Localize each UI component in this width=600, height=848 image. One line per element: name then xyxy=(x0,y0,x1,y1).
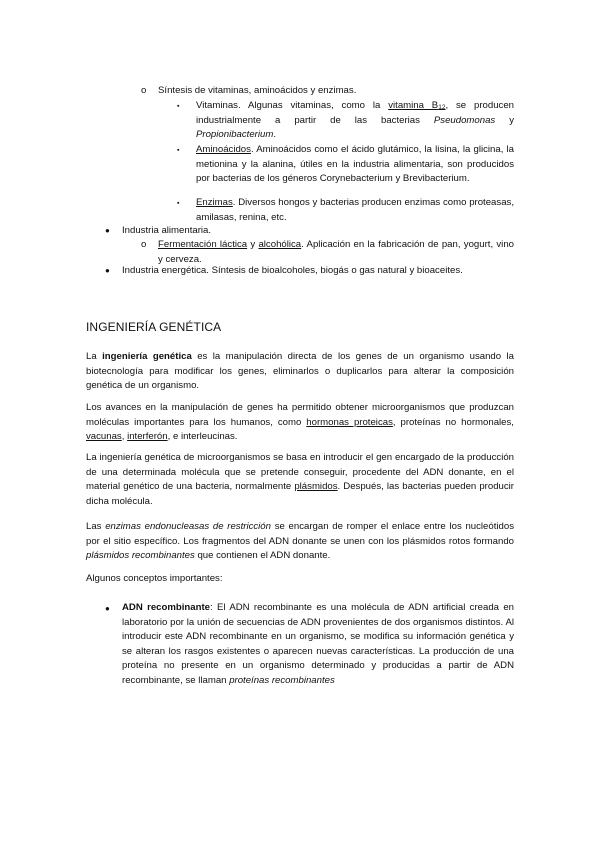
link-vacunas[interactable]: vacunas xyxy=(86,431,122,443)
text: Algunos conceptos importantes: xyxy=(86,573,223,584)
text: . Algunas vitaminas, como la xyxy=(237,100,389,111)
paragraph xyxy=(86,451,514,509)
list-bullet-dot: ● xyxy=(105,226,110,235)
italic-term: enzimas endonucleasas de restricción xyxy=(105,521,271,532)
italic-term: proteínas recombinantes xyxy=(229,674,335,686)
list-bullet-square: ▪ xyxy=(177,103,180,110)
paragraph xyxy=(86,572,514,587)
text: . Aminoácidos como el ácido glutámico, la lisina, la glicina, la metionina y la alanina, útiles en la industria alimentaria, son producidos por bacterias de los géneros Corynebacterium y Brevibacterium. xyxy=(196,144,514,185)
species-name: Pseudomonas xyxy=(433,114,496,126)
list-item-text: Síntesis de vitaminas, aminoácidos y enzimas. xyxy=(158,85,357,96)
concept-item-adn-recombinante xyxy=(122,601,514,689)
list-item xyxy=(122,264,522,279)
list-item xyxy=(122,224,502,239)
link-vitamina[interactable] xyxy=(388,100,445,111)
paragraph xyxy=(86,350,514,394)
list-bullet-dot: ● xyxy=(105,604,110,613)
text: La ingeniería genética de microorganismos se basa en introducir el gen encargado de la producción de una determinada molécula que se pretende conseguir, procedente del ADN donante, en el material genético de una bacteria, normalmente xyxy=(86,452,514,493)
subscript: 12 xyxy=(438,104,446,111)
text: es la manipulación directa de los genes de un organismo usando la biotecnología para modificar los genes, eliminarlos o duplicarlos para alterar la composición genética de un organismo. xyxy=(86,351,514,392)
text: . Diversos hongos y bacterias producen enzimas como proteasas, amilasas, renina, etc. xyxy=(196,197,514,223)
text: se encargan de romper el enlace entre los nucleótidos por el sitio específico. Los fragmentos del ADN donante se unen con los plásmidos rotos formando xyxy=(86,521,514,547)
text: que contienen el ADN donante. xyxy=(194,550,331,562)
text: . Después, las bacterias pueden producir dicha molécula. xyxy=(86,481,515,507)
text: y xyxy=(495,114,514,126)
italic-term: plásmidos recombinantes xyxy=(86,550,195,562)
text: , proteínas no hormonales, xyxy=(392,416,514,428)
link-hormonas-proteicas[interactable]: hormonas proteicas xyxy=(306,416,393,428)
bold-term: ADN recombinante xyxy=(122,602,211,613)
link-enzimas[interactable]: Enzimas xyxy=(196,197,233,208)
link-plasmidos[interactable]: plásmidos xyxy=(294,481,338,493)
list-bullet-square: ▪ xyxy=(177,200,180,207)
link-fermentacion-lactica[interactable]: Fermentación láctica xyxy=(158,239,248,250)
term: Vitaminas xyxy=(196,100,238,111)
link-interferon[interactable]: interferón xyxy=(127,431,168,443)
text: : El ADN recombinante es una molécula de ADN artificial creada en laboratorio por la unión de secuencias de ADN provenientes de dos organismos distintos. Al introducir este ADN recombinante en un organismo, se modifica su información genética y se alteran los rasgos existentes o aparecen nuevas características. La producción de una proteína no presente en un organismo determinado y producidas a partir de ADN recombinante, se llaman xyxy=(122,602,515,686)
text: y xyxy=(247,239,259,250)
paragraph xyxy=(86,520,514,564)
bold-term: ingeniería genética xyxy=(102,351,192,362)
list-item-fermentacion xyxy=(158,238,514,267)
text: La xyxy=(86,351,103,362)
text: . Aplicación en la fabricación de pan, yogurt, vino y cerveza. xyxy=(158,239,514,265)
paragraph xyxy=(86,401,514,445)
text: , e interleucinas. xyxy=(167,431,238,443)
list-item-text: Industria energética. Síntesis de bioalcoholes, biogás o gas natural y bioaceites. xyxy=(122,265,463,276)
list-bullet-dot: ● xyxy=(105,266,110,275)
list-item xyxy=(158,84,538,99)
section-title: INGENIERÍA GENÉTICA xyxy=(86,320,222,334)
link-alcoholica[interactable]: alcohólica xyxy=(258,239,302,250)
text: Las xyxy=(86,521,106,532)
link-aminoacidos[interactable]: Aminoácidos xyxy=(196,144,251,155)
text: , se producen industrialmente a partir de las bacterias xyxy=(196,100,514,126)
list-item-aminoacidos xyxy=(196,143,514,187)
text: . xyxy=(273,129,276,141)
list-item-vitaminas xyxy=(196,99,514,143)
list-bullet-circle: o xyxy=(141,85,147,96)
text: Los avances en la manipulación de genes ha permitido obtener microorganismos que produzcan moléculas importantes para los humanos, como xyxy=(86,402,514,428)
text: , xyxy=(121,431,128,443)
link-text[interactable]: vitamina B xyxy=(388,100,439,111)
list-item-enzimas xyxy=(196,196,514,225)
list-bullet-square: ▪ xyxy=(177,147,180,154)
species-name: Propionibacterium xyxy=(196,129,274,141)
list-item-text: Industria alimentaria. xyxy=(122,225,212,236)
list-bullet-circle: o xyxy=(141,239,147,250)
